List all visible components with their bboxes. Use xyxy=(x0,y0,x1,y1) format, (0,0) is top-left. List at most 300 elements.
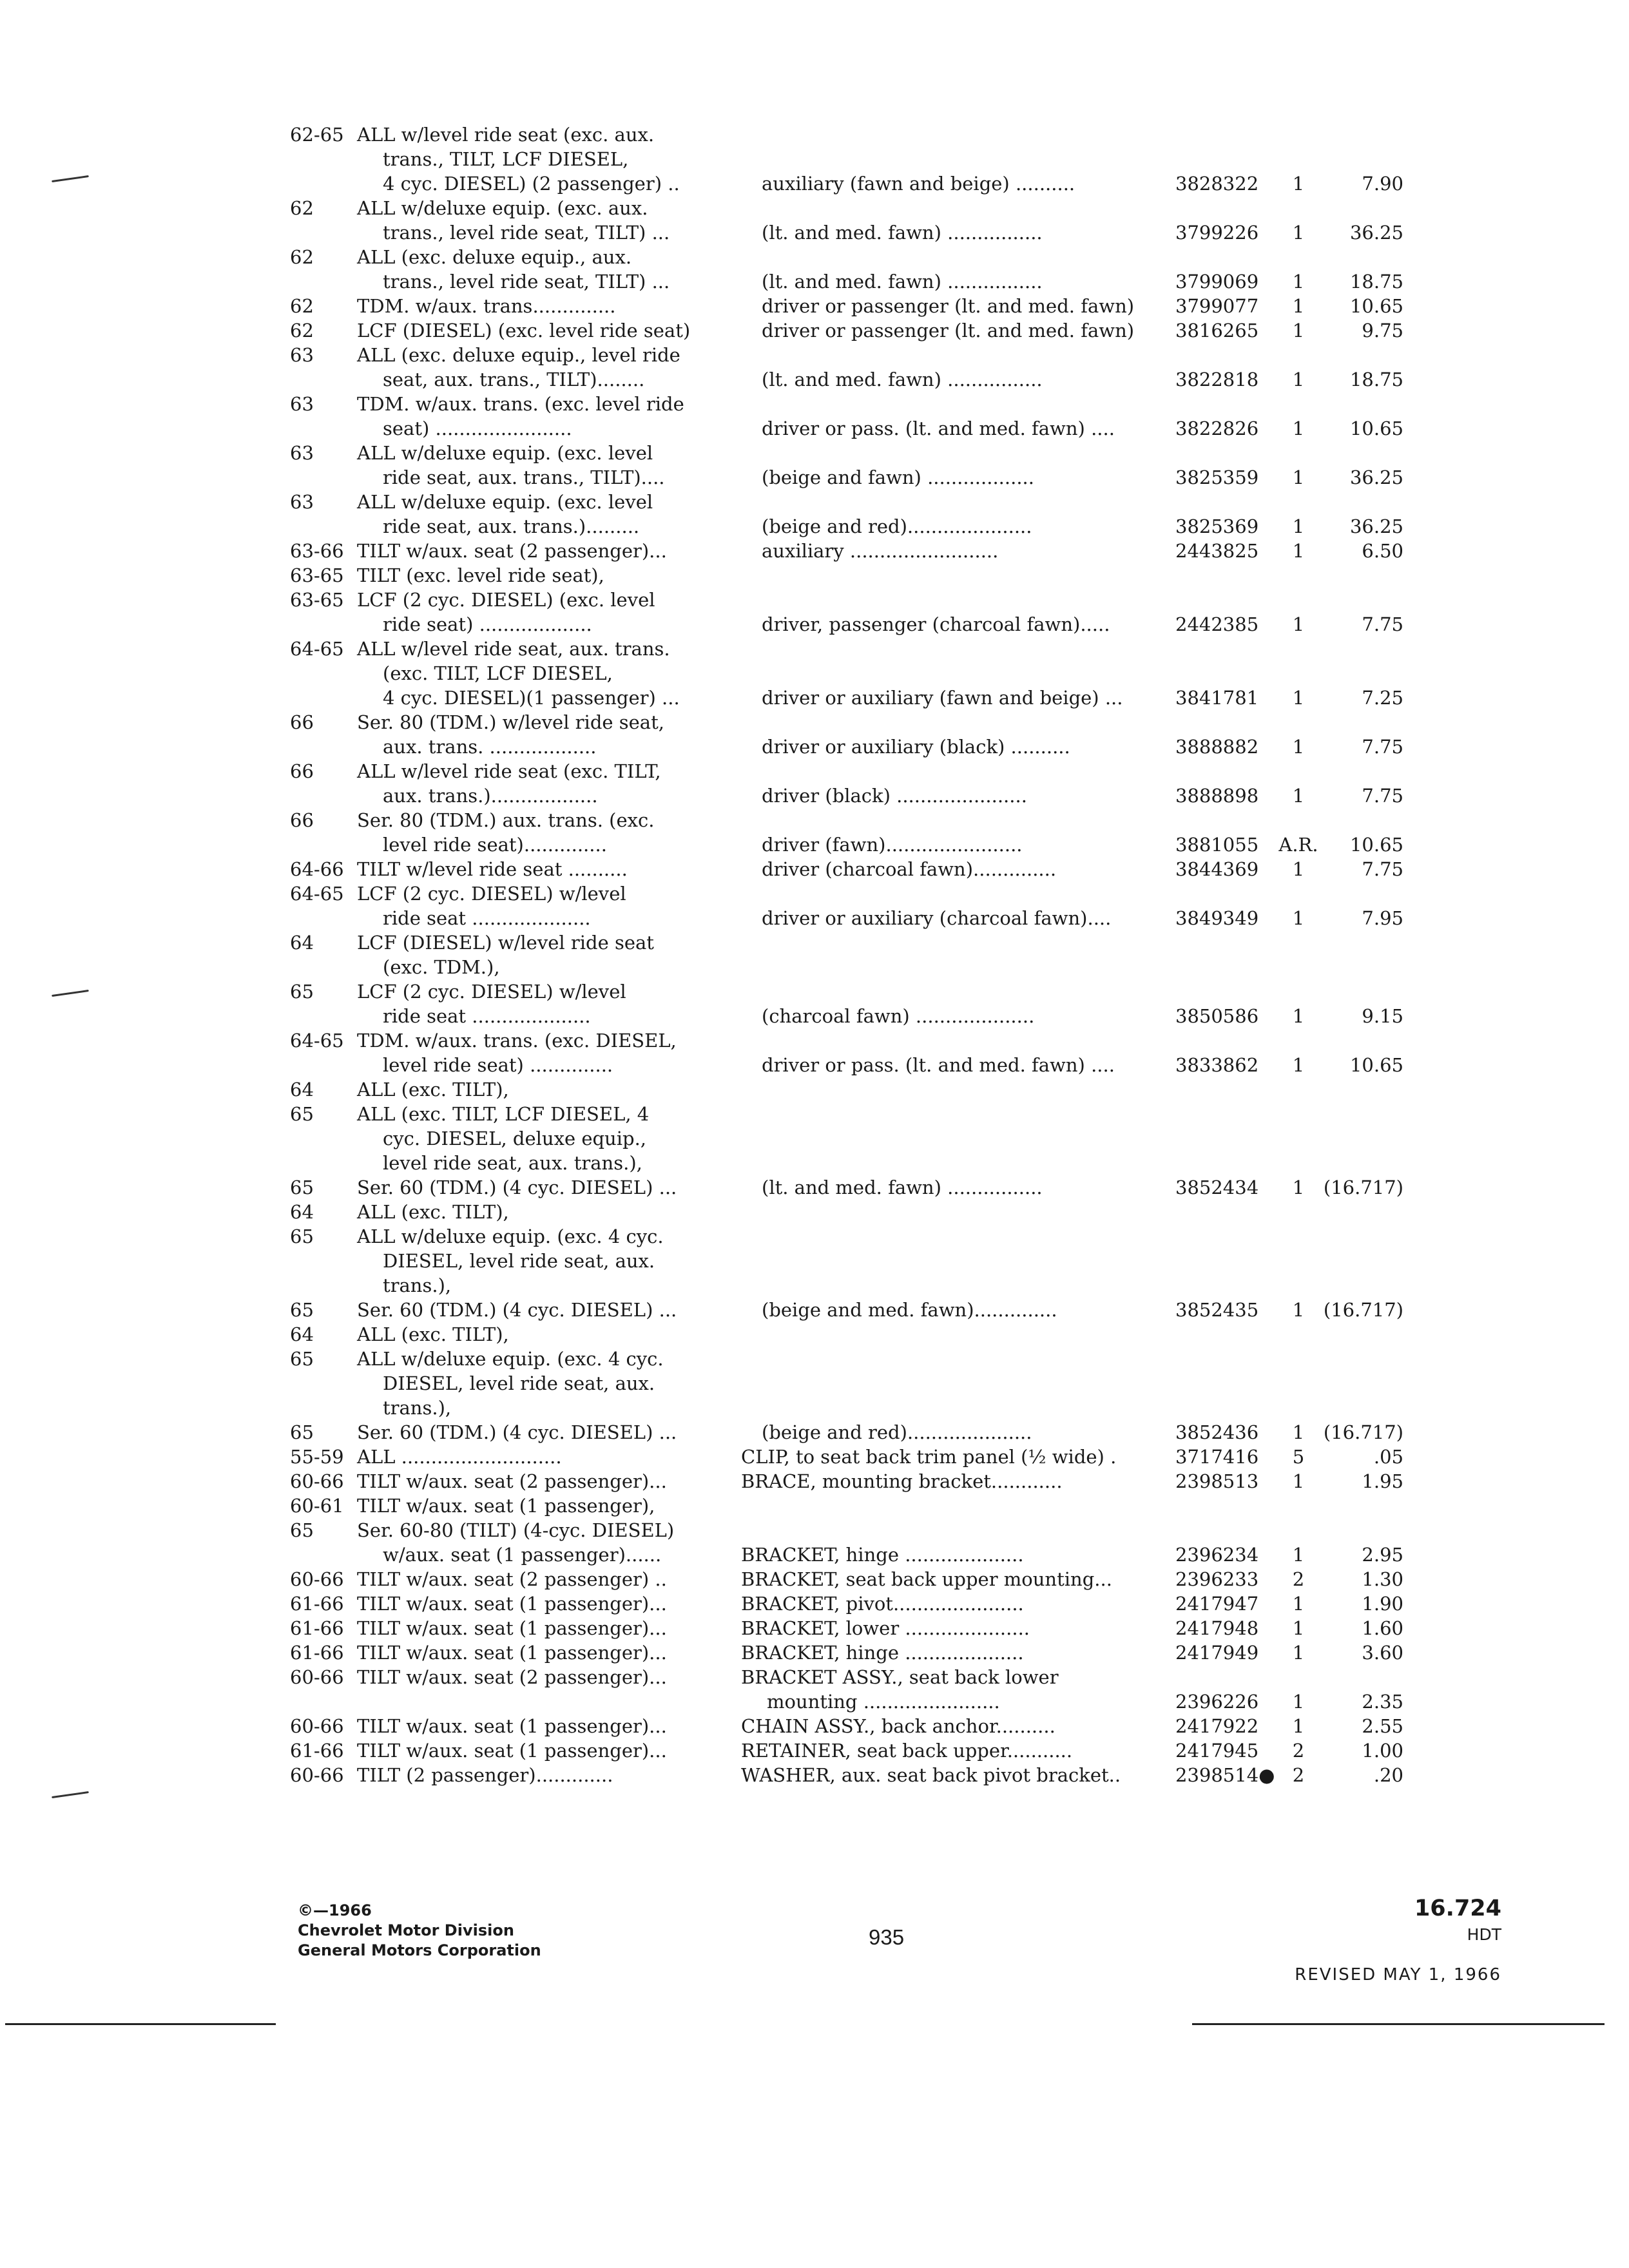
table-row xyxy=(0,489,1629,515)
publisher-block xyxy=(298,1901,541,1961)
table-row xyxy=(0,122,1629,148)
table-row xyxy=(0,979,1629,1004)
part-description: (beige and med. fawn).............. xyxy=(762,1299,1057,1321)
table-row xyxy=(0,146,1629,172)
model-description: Ser. 80 (TDM.) w/level ride seat, xyxy=(357,711,664,733)
table-row xyxy=(0,195,1629,221)
quantity: 1 xyxy=(1292,613,1305,635)
model-year: 63 xyxy=(290,442,314,464)
model-description: trans.), xyxy=(383,1274,452,1296)
part-description: (lt. and med. fawn) ................ xyxy=(762,222,1043,244)
table-row xyxy=(0,930,1629,956)
quantity: 1 xyxy=(1292,1177,1305,1198)
table-row xyxy=(0,709,1629,735)
model-description: TILT w/aux. seat (1 passenger)... xyxy=(357,1740,667,1762)
model-description: ALL w/deluxe equip. (exc. level xyxy=(357,442,653,464)
part-number: 3799069 xyxy=(1175,271,1259,293)
list-price: 2.55 xyxy=(1362,1715,1403,1737)
model-description: TILT w/aux. seat (1 passenger), xyxy=(357,1495,655,1517)
table-row xyxy=(0,1346,1629,1372)
model-year: 66 xyxy=(290,711,314,733)
table-row xyxy=(0,783,1629,809)
model-description: LCF (2 cyc. DIESEL) w/level xyxy=(357,883,626,905)
model-description: LCF (DIESEL) (exc. level ride seat) xyxy=(357,320,691,341)
model-description: TDM. w/aux. trans. (exc. level ride xyxy=(357,393,684,415)
table-row xyxy=(0,342,1629,368)
model-year: 62 xyxy=(290,320,314,341)
list-price: 9.75 xyxy=(1362,320,1403,341)
table-row xyxy=(0,1273,1629,1298)
model-year: 62 xyxy=(290,295,314,317)
model-description: TILT w/aux. seat (2 passenger)... xyxy=(357,540,667,562)
quantity: 1 xyxy=(1292,1691,1305,1713)
table-row xyxy=(0,562,1629,588)
table-row xyxy=(0,660,1629,686)
model-year: 66 xyxy=(290,760,314,782)
part-description: (beige and red)..................... xyxy=(762,515,1032,537)
quantity: 1 xyxy=(1292,173,1305,195)
model-description: Ser. 60 (TDM.) (4 cyc. DIESEL) ... xyxy=(357,1299,677,1321)
model-year: 60-66 xyxy=(290,1470,344,1492)
model-description: trans., level ride seat, TILT) ... xyxy=(383,222,670,244)
table-row xyxy=(0,881,1629,907)
part-description: CLIP, to seat back trim panel (½ wide) . xyxy=(741,1446,1117,1468)
list-price: 2.95 xyxy=(1362,1544,1403,1566)
model-description: level ride seat) .............. xyxy=(383,1054,613,1076)
model-description: seat, aux. trans., TILT)........ xyxy=(383,369,645,390)
table-row xyxy=(0,391,1629,417)
model-year: 64 xyxy=(290,932,314,954)
part-number: 2417949 xyxy=(1175,1642,1259,1664)
part-number: 3799077 xyxy=(1175,295,1259,317)
part-number: 2398513 xyxy=(1175,1470,1259,1492)
quantity: 1 xyxy=(1292,466,1305,488)
model-description: Ser. 80 (TDM.) aux. trans. (exc. xyxy=(357,809,655,831)
part-description: driver or auxiliary (black) .......... xyxy=(762,736,1070,758)
quantity: 1 xyxy=(1292,1642,1305,1664)
table-row xyxy=(0,269,1629,294)
model-year: 65 xyxy=(290,1421,314,1443)
table-row xyxy=(0,1664,1629,1690)
model-year: 64-65 xyxy=(290,638,344,660)
model-description: ALL w/level ride seat (exc. TILT, xyxy=(357,760,661,782)
table-row xyxy=(0,1224,1629,1249)
model-description: ALL (exc. TILT), xyxy=(357,1323,509,1345)
table-row xyxy=(0,954,1629,980)
part-number: 3799226 xyxy=(1175,222,1259,244)
part-number: 3825369 xyxy=(1175,515,1259,537)
model-description: ALL (exc. TILT), xyxy=(357,1079,509,1100)
table-row xyxy=(0,1542,1629,1568)
left-margin-mark xyxy=(52,1791,89,1798)
model-description: trans.), xyxy=(383,1397,452,1419)
quantity: 1 xyxy=(1292,1470,1305,1492)
model-year: 60-66 xyxy=(290,1568,344,1590)
part-number: 3888898 xyxy=(1175,785,1259,807)
part-description: driver or auxiliary (fawn and beige) ... xyxy=(762,687,1123,709)
table-row xyxy=(0,856,1629,882)
quantity: 1 xyxy=(1292,1544,1305,1566)
table-row xyxy=(0,685,1629,711)
model-description: LCF (DIESEL) w/level ride seat xyxy=(357,932,654,954)
model-description: level ride seat, aux. trans.), xyxy=(383,1152,642,1174)
model-year: 55-59 xyxy=(290,1446,344,1468)
part-description: driver or pass. (lt. and med. fawn) .... xyxy=(762,1054,1115,1076)
model-year: 63 xyxy=(290,491,314,513)
list-price: 10.65 xyxy=(1349,418,1403,439)
table-row xyxy=(0,538,1629,564)
table-row xyxy=(0,1640,1629,1666)
quantity: 1 xyxy=(1292,1054,1305,1076)
table-row xyxy=(0,514,1629,539)
part-description: BRACKET, pivot...................... xyxy=(741,1593,1024,1615)
part-number: 3822826 xyxy=(1175,418,1259,439)
part-number: 2396234 xyxy=(1175,1544,1259,1566)
model-year: 62-65 xyxy=(290,124,344,146)
table-row xyxy=(0,611,1629,637)
quantity: 1 xyxy=(1292,1593,1305,1615)
part-description: BRACKET, seat back upper mounting... xyxy=(741,1568,1112,1590)
model-description: trans., TILT, LCF DIESEL, xyxy=(383,148,629,170)
table-row xyxy=(0,1738,1629,1763)
corporation-name: General Motors Corporation xyxy=(298,1941,541,1959)
model-year: 62 xyxy=(290,246,314,268)
quantity: 2 xyxy=(1292,1740,1305,1762)
quantity: 1 xyxy=(1292,1299,1305,1321)
table-row xyxy=(0,1175,1629,1200)
table-row xyxy=(0,416,1629,441)
model-year: 65 xyxy=(290,1225,314,1247)
model-description: trans., level ride seat, TILT) ... xyxy=(383,271,670,293)
table-row xyxy=(0,1321,1629,1347)
quantity: 1 xyxy=(1292,1617,1305,1639)
part-description: driver (fawn)....................... xyxy=(762,834,1023,856)
quantity: 1 xyxy=(1292,1421,1305,1443)
part-number: 3841781 xyxy=(1175,687,1259,709)
model-description: LCF (2 cyc. DIESEL) w/level xyxy=(357,981,626,1003)
part-number: 3881055 xyxy=(1175,834,1259,856)
list-price: 36.25 xyxy=(1349,515,1403,537)
list-price: 18.75 xyxy=(1349,369,1403,390)
model-year: 64 xyxy=(290,1323,314,1345)
part-number: 2443825 xyxy=(1175,540,1259,562)
list-price: .20 xyxy=(1373,1764,1403,1786)
model-description: seat) ....................... xyxy=(383,418,572,439)
quantity: 1 xyxy=(1292,736,1305,758)
table-row xyxy=(0,758,1629,784)
part-number: 2417945 xyxy=(1175,1740,1259,1762)
model-year: 64 xyxy=(290,1079,314,1100)
model-description: ride seat, aux. trans.)......... xyxy=(383,515,640,537)
part-number: 3852434 xyxy=(1175,1177,1259,1198)
model-year: 66 xyxy=(290,809,314,831)
model-description: TILT w/aux. seat (2 passenger)... xyxy=(357,1666,667,1688)
model-description: TDM. w/aux. trans.............. xyxy=(357,295,616,317)
part-number: 2396226 xyxy=(1175,1691,1259,1713)
quantity: 1 xyxy=(1292,540,1305,562)
part-number: 3850586 xyxy=(1175,1005,1259,1027)
quantity: 2 xyxy=(1292,1764,1305,1786)
list-price: 7.75 xyxy=(1362,785,1403,807)
list-price: 18.75 xyxy=(1349,271,1403,293)
model-year: 64 xyxy=(290,1201,314,1223)
part-number: 2398514● xyxy=(1175,1764,1275,1786)
part-description: (lt. and med. fawn) ................ xyxy=(762,271,1043,293)
model-year: 64-66 xyxy=(290,858,344,880)
table-row xyxy=(0,832,1629,858)
model-year: 64-65 xyxy=(290,883,344,905)
part-description: driver (charcoal fawn).............. xyxy=(762,858,1057,880)
model-year: 61-66 xyxy=(290,1740,344,1762)
part-number: 3833862 xyxy=(1175,1054,1259,1076)
quantity: A.R. xyxy=(1278,834,1318,856)
part-number: 3844369 xyxy=(1175,858,1259,880)
quantity: 1 xyxy=(1292,1715,1305,1737)
model-description: 4 cyc. DIESEL) (2 passenger) .. xyxy=(383,173,680,195)
model-year: 65 xyxy=(290,1103,314,1125)
model-description: ride seat) ................... xyxy=(383,613,592,635)
part-number: 3717416 xyxy=(1175,1446,1259,1468)
model-description: TILT w/aux. seat (1 passenger)... xyxy=(357,1593,667,1615)
model-year: 60-61 xyxy=(290,1495,344,1517)
list-price: 7.95 xyxy=(1362,907,1403,929)
model-description: ALL (exc. TILT), xyxy=(357,1201,509,1223)
list-price: (16.717) xyxy=(1323,1177,1403,1198)
model-description: TILT w/aux. seat (2 passenger)... xyxy=(357,1470,667,1492)
model-description: TILT w/aux. seat (1 passenger)... xyxy=(357,1715,667,1737)
part-description: (beige and fawn) .................. xyxy=(762,466,1034,488)
table-row xyxy=(0,1762,1629,1788)
model-description: ALL w/deluxe equip. (exc. 4 cyc. xyxy=(357,1348,664,1370)
list-price: 7.25 xyxy=(1362,687,1403,709)
part-description: BRACKET, lower ..................... xyxy=(741,1617,1030,1639)
model-description: aux. trans.).................. xyxy=(383,785,598,807)
part-description: (beige and red)..................... xyxy=(762,1421,1032,1443)
list-price: 1.00 xyxy=(1362,1740,1403,1762)
part-number: 2417947 xyxy=(1175,1593,1259,1615)
list-price: (16.717) xyxy=(1323,1421,1403,1443)
part-description: CHAIN ASSY., back anchor.......... xyxy=(741,1715,1055,1737)
table-row xyxy=(0,1126,1629,1151)
part-description: driver, passenger (charcoal fawn)..... xyxy=(762,613,1110,635)
model-description: DIESEL, level ride seat, aux. xyxy=(383,1250,655,1272)
table-row xyxy=(0,905,1629,931)
model-description: ALL (exc. deluxe equip., level ride xyxy=(357,344,680,366)
model-description: ALL (exc. TILT, LCF DIESEL, 4 xyxy=(357,1103,650,1125)
model-description: ALL ........................... xyxy=(357,1446,562,1468)
table-row xyxy=(0,1003,1629,1029)
model-description: ride seat .................... xyxy=(383,1005,591,1027)
list-price: 1.30 xyxy=(1362,1568,1403,1590)
division-name: Chevrolet Motor Division xyxy=(298,1921,514,1939)
part-description: (lt. and med. fawn) ................ xyxy=(762,369,1043,390)
model-year: 60-66 xyxy=(290,1666,344,1688)
part-description: driver or auxiliary (charcoal fawn).... xyxy=(762,907,1112,929)
model-description: (exc. TDM.), xyxy=(383,956,500,978)
model-year: 65 xyxy=(290,981,314,1003)
part-number: 3816265 xyxy=(1175,320,1259,341)
table-row xyxy=(0,1297,1629,1323)
quantity: 1 xyxy=(1292,369,1305,390)
list-price: 10.65 xyxy=(1349,834,1403,856)
quantity: 1 xyxy=(1292,785,1305,807)
model-year: 61-66 xyxy=(290,1642,344,1664)
part-number: 2417922 xyxy=(1175,1715,1259,1737)
part-description: driver or passenger (lt. and med. fawn) xyxy=(762,295,1135,317)
part-number: 2417948 xyxy=(1175,1617,1259,1639)
model-description: cyc. DIESEL, deluxe equip., xyxy=(383,1128,647,1149)
table-row xyxy=(0,1566,1629,1592)
model-description: TILT w/aux. seat (2 passenger) .. xyxy=(357,1568,667,1590)
list-price: 1.90 xyxy=(1362,1593,1403,1615)
copyright: ©—1966 xyxy=(298,1901,372,1919)
model-year: 64-65 xyxy=(290,1030,344,1052)
quantity: 1 xyxy=(1292,295,1305,317)
table-row xyxy=(0,1493,1629,1519)
list-price: 36.25 xyxy=(1349,466,1403,488)
model-year: 62 xyxy=(290,197,314,219)
part-description: (lt. and med. fawn) ................ xyxy=(762,1177,1043,1198)
table-row xyxy=(0,1713,1629,1739)
part-description: driver or passenger (lt. and med. fawn) xyxy=(762,320,1135,341)
quantity: 1 xyxy=(1292,515,1305,537)
part-number: 3852436 xyxy=(1175,1421,1259,1443)
model-description: ALL w/level ride seat, aux. trans. xyxy=(357,638,670,660)
model-description: Ser. 60 (TDM.) (4 cyc. DIESEL) ... xyxy=(357,1177,677,1198)
part-description: auxiliary ......................... xyxy=(762,540,999,562)
quantity: 1 xyxy=(1292,687,1305,709)
list-price: 36.25 xyxy=(1349,222,1403,244)
part-description: BRACKET ASSY., seat back lower xyxy=(741,1666,1059,1688)
table-row xyxy=(0,1248,1629,1274)
table-row xyxy=(0,244,1629,270)
table-row xyxy=(0,734,1629,760)
model-description: ALL w/deluxe equip. (exc. level xyxy=(357,491,653,513)
quantity: 1 xyxy=(1292,858,1305,880)
bottom-rule-right xyxy=(1192,2023,1605,2025)
model-year: 63 xyxy=(290,344,314,366)
model-description: TILT w/level ride seat .......... xyxy=(357,858,628,880)
table-row xyxy=(0,1591,1629,1617)
list-price: 1.60 xyxy=(1362,1617,1403,1639)
model-description: 4 cyc. DIESEL)(1 passenger) ... xyxy=(383,687,680,709)
model-year: 65 xyxy=(290,1348,314,1370)
model-year: 63-65 xyxy=(290,564,344,586)
part-number: 3828322 xyxy=(1175,173,1259,195)
table-row xyxy=(0,1199,1629,1225)
table-row xyxy=(0,367,1629,392)
list-price: 7.75 xyxy=(1362,858,1403,880)
table-row xyxy=(0,1370,1629,1396)
model-description: ALL (exc. deluxe equip., aux. xyxy=(357,246,632,268)
part-description: BRACKET, hinge .................... xyxy=(741,1642,1024,1664)
part-description: mounting ....................... xyxy=(767,1691,1000,1713)
model-year: 60-66 xyxy=(290,1715,344,1737)
model-description: TILT w/aux. seat (1 passenger)... xyxy=(357,1617,667,1639)
section-number: 16.724 xyxy=(1414,1896,1501,1921)
page-number: 935 xyxy=(869,1925,905,1949)
part-description: WASHER, aux. seat back pivot bracket.. xyxy=(741,1764,1121,1786)
part-description: RETAINER, seat back upper........... xyxy=(741,1740,1073,1762)
model-description: aux. trans. .................. xyxy=(383,736,597,758)
model-description: Ser. 60-80 (TILT) (4-cyc. DIESEL) xyxy=(357,1519,675,1541)
model-description: w/aux. seat (1 passenger)...... xyxy=(383,1544,662,1566)
model-year: 61-66 xyxy=(290,1593,344,1615)
table-row xyxy=(0,318,1629,343)
model-year: 63-66 xyxy=(290,540,344,562)
table-row xyxy=(0,1468,1629,1494)
part-number: 3822818 xyxy=(1175,369,1259,390)
table-row xyxy=(0,1444,1629,1470)
table-row xyxy=(0,1517,1629,1543)
part-description: auxiliary (fawn and beige) .......... xyxy=(762,173,1075,195)
list-price: 7.90 xyxy=(1362,173,1403,195)
part-number: 3852435 xyxy=(1175,1299,1259,1321)
section-code: HDT xyxy=(1467,1925,1501,1944)
part-number: 2396233 xyxy=(1175,1568,1259,1590)
model-description: DIESEL, level ride seat, aux. xyxy=(383,1372,655,1394)
model-year: 65 xyxy=(290,1177,314,1198)
model-description: TILT w/aux. seat (1 passenger)... xyxy=(357,1642,667,1664)
table-row xyxy=(0,1615,1629,1641)
part-number: 3849349 xyxy=(1175,907,1259,929)
table-row xyxy=(0,636,1629,662)
model-description: ALL w/deluxe equip. (exc. 4 cyc. xyxy=(357,1225,664,1247)
table-row xyxy=(0,1077,1629,1102)
table-row xyxy=(0,465,1629,490)
part-number: 2442385 xyxy=(1175,613,1259,635)
model-description: TILT (2 passenger)............. xyxy=(357,1764,613,1786)
model-year: 63-65 xyxy=(290,589,344,611)
part-description: driver (black) ...................... xyxy=(762,785,1027,807)
list-price: 9.15 xyxy=(1362,1005,1403,1027)
quantity: 5 xyxy=(1292,1446,1305,1468)
list-price: 3.60 xyxy=(1362,1642,1403,1664)
table-row xyxy=(0,807,1629,833)
quantity: 1 xyxy=(1292,1005,1305,1027)
model-description: level ride seat).............. xyxy=(383,834,607,856)
list-price: 2.35 xyxy=(1362,1691,1403,1713)
list-price: 6.50 xyxy=(1362,540,1403,562)
model-description: ALL w/deluxe equip. (exc. aux. xyxy=(357,197,648,219)
list-price: 10.65 xyxy=(1349,295,1403,317)
model-description: TDM. w/aux. trans. (exc. DIESEL, xyxy=(357,1030,677,1052)
part-description: BRACE, mounting bracket............ xyxy=(741,1470,1063,1492)
revision-date: REVISED MAY 1, 1966 xyxy=(1295,1965,1501,1984)
model-year: 65 xyxy=(290,1519,314,1541)
table-row xyxy=(0,1150,1629,1176)
table-row xyxy=(0,1395,1629,1421)
quantity: 1 xyxy=(1292,320,1305,341)
list-price: .05 xyxy=(1373,1446,1403,1468)
model-year: 61-66 xyxy=(290,1617,344,1639)
model-description: LCF (2 cyc. DIESEL) (exc. level xyxy=(357,589,655,611)
list-price: 10.65 xyxy=(1349,1054,1403,1076)
list-price: 1.95 xyxy=(1362,1470,1403,1492)
model-description: TILT (exc. level ride seat), xyxy=(357,564,604,586)
table-row xyxy=(0,171,1629,197)
table-row xyxy=(0,293,1629,319)
bottom-rule-left xyxy=(5,2023,276,2025)
table-row xyxy=(0,440,1629,466)
part-description: driver or pass. (lt. and med. fawn) .... xyxy=(762,418,1115,439)
list-price: 7.75 xyxy=(1362,613,1403,635)
model-year: 60-66 xyxy=(290,1764,344,1786)
table-row xyxy=(0,1101,1629,1127)
model-description: ALL w/level ride seat (exc. aux. xyxy=(357,124,655,146)
quantity: 1 xyxy=(1292,907,1305,929)
list-price: 7.75 xyxy=(1362,736,1403,758)
